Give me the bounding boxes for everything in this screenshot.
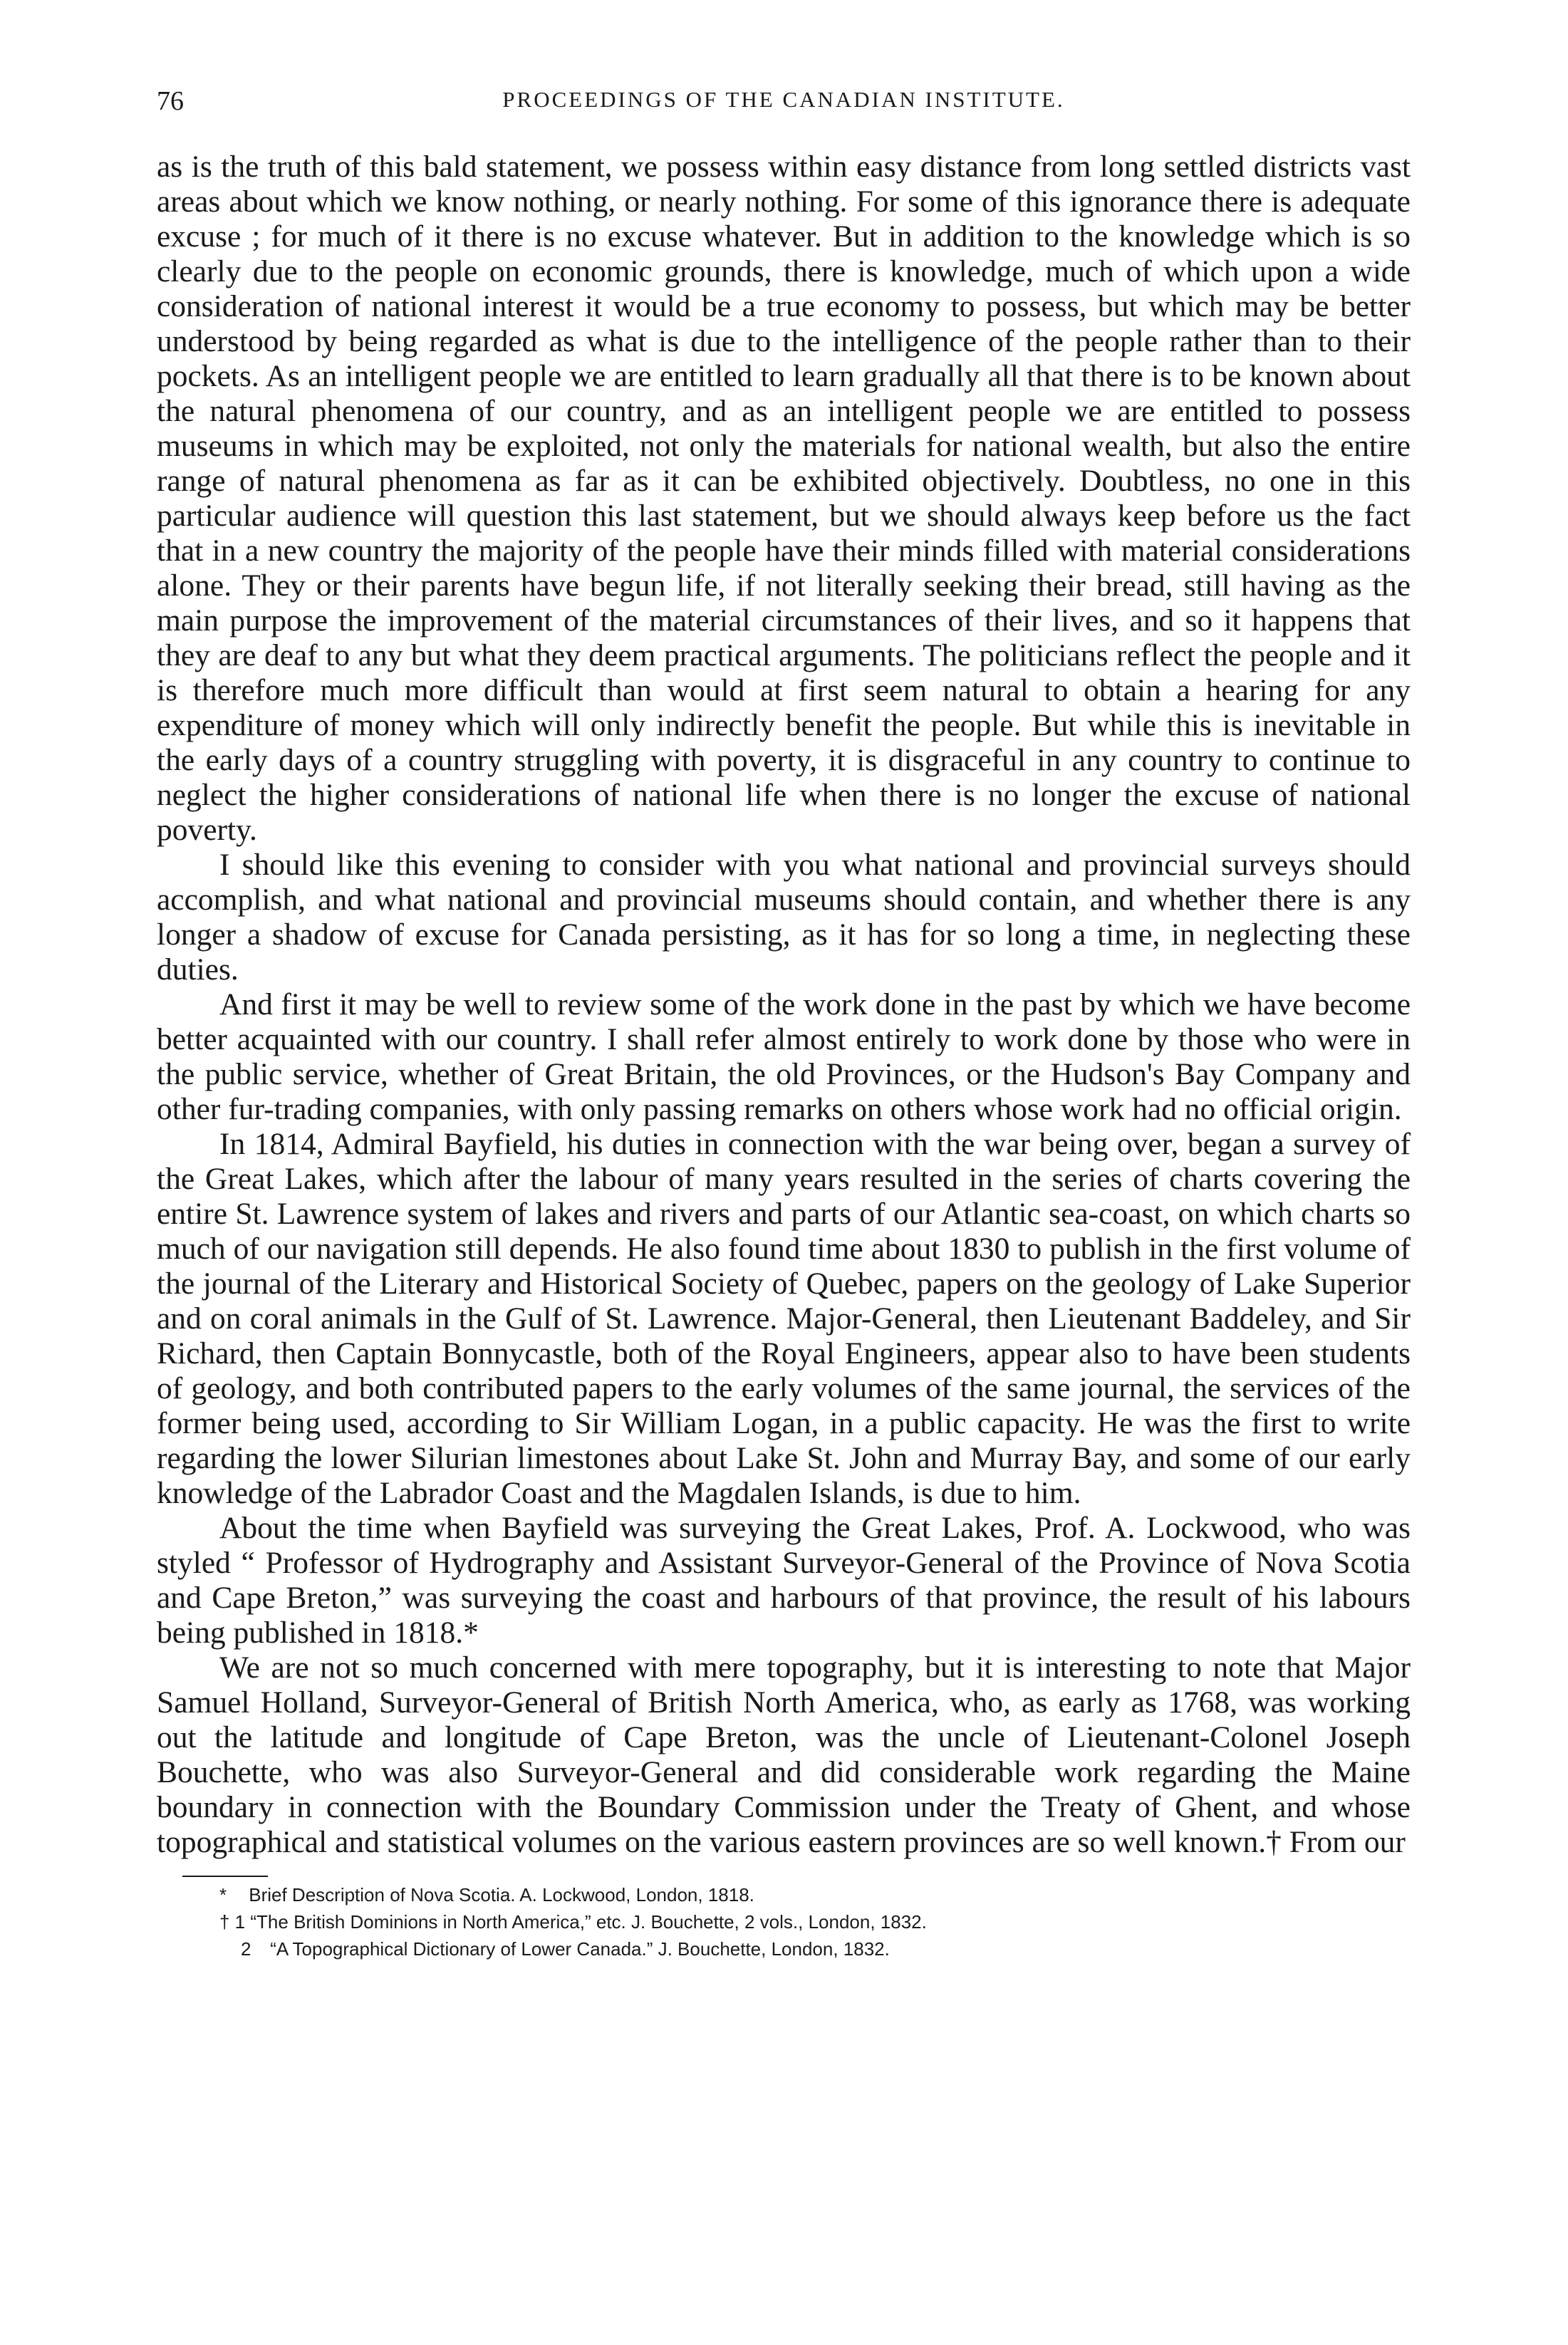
running-title: PROCEEDINGS OF THE CANADIAN INSTITUTE. xyxy=(502,87,1065,112)
body-text xyxy=(157,150,1411,1860)
footnote-mark: * xyxy=(219,1884,227,1905)
paragraph: I should like this evening to consider with you what national and provincial surveys should accomplish, and what national and provincial museums should contain, and whether there is any longer a shadow of excuse for Canada persisting, as it has for so long a time, in neglecting these duties. xyxy=(157,848,1411,987)
paragraph: In 1814, Admiral Bayfield, his duties in connection with the war being over, began a survey of the Great Lakes, which after the labour of many years resulted in the series of charts covering the entire St. Lawrence system of lakes and rivers and parts of our Atlantic sea-coast, on which charts so much of our navigation still depends. He also found time about 1830 to publish in the first volume of the journal of the Literary and Historical Society of Quebec, papers on the geology of Lake Superior and on coral animals in the Gulf of St. Lawrence. Major-General, then Lieutenant Baddeley, and Sir Richard, then Captain Bonnycastle, both of the Royal Engineers, appear also to have been students of geology, and both contributed papers to the early volumes of the same journal, the services of the former being used, according to Sir William Logan, in a public capacity. He was the first to write regarding the lower Silurian limestones about Lake St. John and Murray Bay, and some of our early knowledge of the Labrador Coast and the Magdalen Islands, is due to him. xyxy=(157,1127,1411,1510)
paragraph: And first it may be well to review some of the work done in the past by which we have become better acquainted with our country. I shall refer almost entirely to work done by those who were in the public service, whether of Great Britain, the old Provinces, or the Hudson's Bay Company and other fur-trading companies, with only passing remarks on others whose work had no official origin. xyxy=(157,987,1411,1126)
footnote-text: “A Topographical Dictionary of Lower Canada.” J. Bouchette, London, 1832. xyxy=(270,1938,890,1960)
footnote xyxy=(219,1908,1411,1935)
paragraph: as is the truth of this bald statement, we possess within easy distance from long settled districts vast areas about which we know nothing, or nearly nothing. For some of this ignorance there is adequate excuse ; for much of it there is no excuse whatever. But in addition to the knowledge which is so clearly due to the people on economic grounds, there is knowledge, much of which upon a wide consideration of national interest it would be a true economy to possess, but which may be better understood by being regarded as what is due to the intelligence of the people rather than to their pockets. As an intelligent people we are entitled to learn gradually all that there is to be known about the natural phenomena of our country, and as an intelligent people we are entitled to possess museums in which may be exploited, not only the materials for national wealth, but also the entire range of natural phenomena as far as it can be exhibited objectively. Doubtless, no one in this particular audience will question this last statement, but we should always keep before us the fact that in a new country the majority of the people have their minds filled with material considerations alone. They or their parents have begun life, if not literally seeking their bread, still having as the main purpose the improvement of the material circumstances of their lives, and so it happens that they are deaf to any but what they deem practical arguments. The politicians reflect the people and it is therefore much more difficult than would at first seem natural to obtain a hearing for any expenditure of money which will only indirectly benefit the people. But while this is inevitable in the early days of a country struggling with poverty, it is disgraceful in any country to continue to neglect the higher considerations of national life when there is no longer the excuse of national poverty. xyxy=(157,150,1411,847)
footnote-text: “The British Dominions in North America,” etc. J. Bouchette, 2 vols., London, 1832. xyxy=(250,1911,927,1933)
paragraph: We are not so much concerned with mere topography, but it is interesting to note that Major Samuel Holland, Surveyor-General of British North America, who, as early as 1768, was working out the latitude and longitude of Cape Breton, was the uncle of Lieutenant-Colonel Joseph Bouchette, who was also Surveyor-General and did considerable work regarding the Maine boundary in connection with the Boundary Commission under the Treaty of Ghent, and whose topographical and statistical volumes on the various eastern provinces are so well known.† From our xyxy=(157,1650,1411,1859)
footnote-rule xyxy=(182,1876,268,1877)
footnotes xyxy=(157,1881,1411,1962)
paragraph: About the time when Bayfield was surveying the Great Lakes, Prof. A. Lockwood, who was styled “ Professor of Hydrography and Assistant Surveyor-General of the Province of Nova Scotia and Cape Breton,” was surveying the coast and harbours of that province, the result of his labours being published in 1818.* xyxy=(157,1511,1411,1650)
footnote-mark: 2 xyxy=(241,1938,251,1960)
page xyxy=(157,85,1411,1962)
footnote xyxy=(219,1935,1411,1962)
footnote xyxy=(219,1881,1411,1908)
footnote-mark: † 1 xyxy=(219,1911,246,1933)
page-number: 76 xyxy=(157,86,184,116)
running-head xyxy=(157,85,1411,128)
footnote-text: Brief Description of Nova Scotia. A. Lockwood, London, 1818. xyxy=(249,1884,754,1905)
